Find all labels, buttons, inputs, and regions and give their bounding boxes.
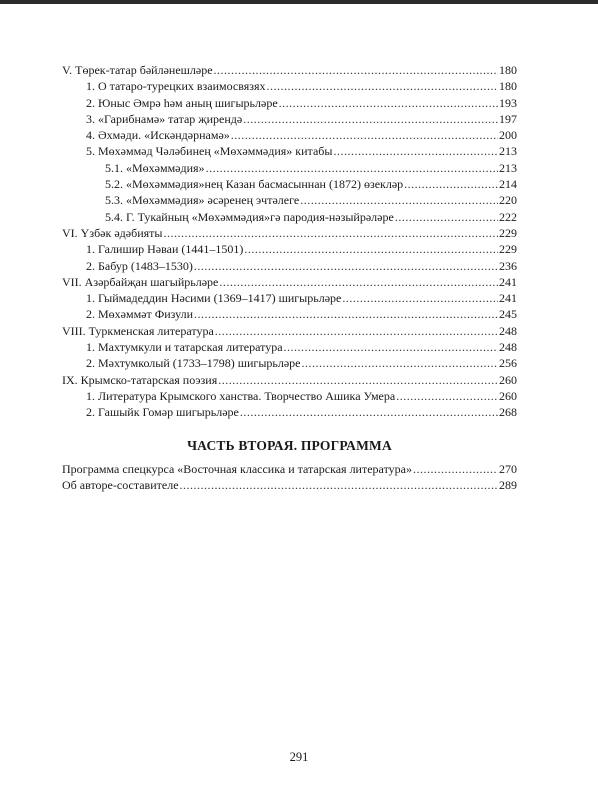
dot-leader: [395, 209, 498, 225]
dot-leader: [302, 355, 498, 371]
toc-entry: [62, 111, 517, 127]
toc-entry-page: 245: [499, 307, 517, 322]
toc-entry-page: 268: [499, 405, 517, 420]
dot-leader: [218, 372, 498, 388]
toc-entry: [62, 258, 517, 274]
toc-entry-title: VI. Үзбәк әдәбияты: [62, 225, 163, 240]
toc-entry: [62, 323, 517, 339]
toc-entry-page: 248: [499, 340, 517, 355]
dot-leader: [243, 111, 498, 127]
toc-entry-title: 2. Мөхәммәт Физули: [86, 307, 194, 322]
toc-entry-page: 213: [499, 160, 517, 175]
toc-entry-page: 229: [499, 242, 517, 257]
toc-entry-page: 220: [499, 193, 517, 208]
dot-leader: [333, 143, 498, 159]
toc-entry-page: 260: [499, 372, 517, 387]
dot-leader: [215, 323, 498, 339]
toc-entry: [62, 372, 517, 388]
toc-entry-title: 5. Мөхәммәд Чәләбинең «Мөхәммәдия» китабы: [86, 144, 333, 159]
dot-leader: [244, 241, 498, 257]
toc-entry-page: 241: [499, 291, 517, 306]
toc-entry-page: 222: [499, 209, 517, 224]
dot-leader: [231, 127, 498, 143]
toc-entry-title: 5.4. Г. Тукайның «Мөхәммәдия»гә пародия-нәзыйрәләре: [105, 209, 394, 224]
toc-part-one: [62, 62, 517, 421]
dot-leader: [206, 160, 498, 176]
toc-entry-title: 1. Гыймадеддин Нәсими (1369–1417) шигырьләре: [86, 291, 342, 306]
toc-entry-page: 193: [499, 95, 517, 110]
toc-entry-title: 2. Юныс Әмрә һәм аның шигырьләре: [86, 95, 278, 110]
toc-entry-title: 5.1. «Мөхәммәдия»: [105, 160, 205, 175]
toc-entry-page: 289: [499, 477, 517, 492]
toc-entry: [62, 477, 517, 493]
toc-entry: [62, 62, 517, 78]
toc-entry: [62, 461, 517, 477]
toc-entry: [62, 225, 517, 241]
dot-leader: [267, 78, 498, 94]
toc-entry-page: 213: [499, 144, 517, 159]
toc-entry-title: V. Төрек-татар бәйләнешләре: [62, 63, 213, 77]
toc-part-two: [62, 461, 517, 494]
dot-leader: [284, 339, 498, 355]
toc-entry: [62, 241, 517, 257]
dot-leader: [194, 258, 498, 274]
toc-entry-page: 256: [499, 356, 517, 371]
toc-entry: [62, 192, 517, 208]
toc-entry-page: 248: [499, 323, 517, 338]
toc-entry: [62, 78, 517, 94]
toc-entry: [62, 127, 517, 143]
toc-entry: [62, 143, 517, 159]
dot-leader: [300, 192, 498, 208]
scan-top-border: [0, 0, 598, 4]
dot-leader: [396, 388, 498, 404]
table-of-contents: [62, 62, 517, 493]
toc-entry-title: VII. Азәрбайҗан шагыйрьләре: [62, 274, 219, 289]
toc-entry-page: 197: [499, 111, 517, 126]
dot-leader: [163, 225, 498, 241]
toc-entry: [62, 95, 517, 111]
toc-entry-page: 236: [499, 258, 517, 273]
toc-entry-page: 200: [499, 128, 517, 143]
toc-entry-title: 1. Махтумкули и татарская литература: [86, 340, 283, 355]
toc-entry-title: Программа спецкурса «Восточная классика и татарская литература»: [62, 461, 412, 476]
toc-entry: [62, 339, 517, 355]
toc-entry-page: 229: [499, 225, 517, 240]
toc-entry: [62, 388, 517, 404]
toc-entry-title: 2. Гашыйк Гомәр шигырьләре: [86, 405, 239, 420]
toc-entry-title: VIII. Туркменская литература: [62, 323, 214, 338]
dot-leader: [404, 176, 498, 192]
dot-leader: [342, 290, 498, 306]
toc-entry: [62, 404, 517, 420]
toc-entry-title: IX. Крымско-татарская поэзия: [62, 372, 218, 387]
dot-leader: [413, 461, 498, 477]
toc-entry-title: 5.3. «Мөхәммәдия» әсәренең эчтәлеге: [105, 193, 300, 208]
toc-entry: [62, 274, 517, 290]
toc-entry-title: 1. Литература Крымского ханства. Творчество Ашика Умера: [86, 388, 396, 403]
toc-entry-title: Об авторе-составителе: [62, 477, 179, 492]
dot-leader: [219, 274, 498, 290]
dot-leader: [240, 404, 498, 420]
toc-entry-title: 2. Бабур (1483–1530): [86, 258, 193, 273]
part-two-heading: ЧАСТЬ ВТОРАЯ. ПРОГРАММА: [187, 437, 392, 453]
toc-entry: [62, 160, 517, 176]
dot-leader: [279, 95, 498, 111]
toc-entry: [62, 176, 517, 192]
toc-entry: [62, 306, 517, 322]
dot-leader: [214, 62, 498, 78]
toc-entry-page: 260: [499, 388, 517, 403]
toc-entry-page: 241: [499, 274, 517, 289]
dot-leader: [194, 306, 498, 322]
toc-entry-title: 5.2. «Мөхәммәдия»нең Казан басмасыннан (1872) өзекләр: [105, 177, 404, 192]
toc-entry: [62, 209, 517, 225]
toc-entry-title: 1. Галишир Нәваи (1441–1501): [86, 242, 244, 257]
toc-entry-title: 4. Әхмәди. «Искәндәрнамә»: [86, 128, 230, 143]
toc-entry: [62, 355, 517, 371]
toc-entry-page: 214: [499, 177, 517, 192]
toc-entry-title: 1. О татаро-турецких взаимосвязях: [86, 79, 266, 94]
toc-entry-title: 2. Мәхтумколый (1733–1798) шигырьләре: [86, 356, 301, 371]
toc-entry-page: 180: [499, 79, 517, 94]
page-number: 291: [289, 750, 309, 764]
toc-entry-title: 3. «Гарибнамә» татар җирендә: [86, 111, 243, 126]
toc-entry-page: 270: [499, 461, 517, 476]
toc-entry-page: 180: [499, 63, 517, 77]
toc-entry: [62, 290, 517, 306]
dot-leader: [180, 477, 498, 493]
